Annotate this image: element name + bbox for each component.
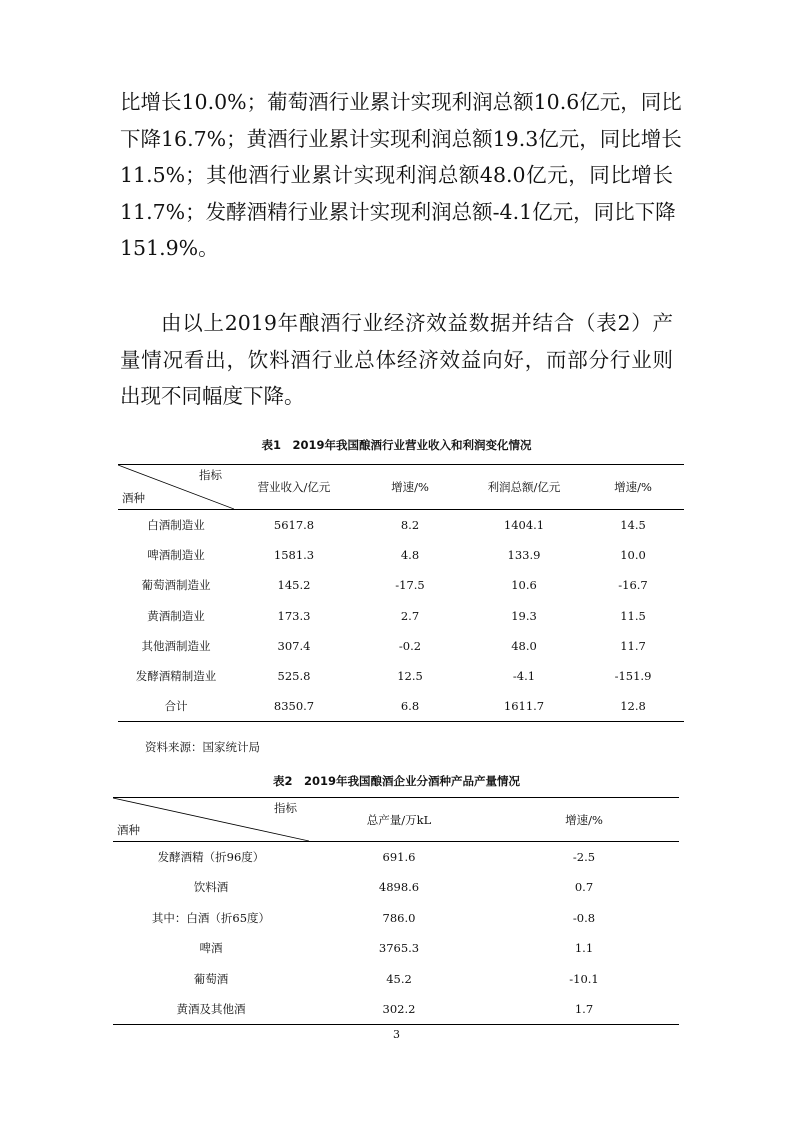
value-cell: 1404.1 <box>503 517 545 532</box>
column-header: 总产量/万kL <box>366 812 432 827</box>
table-row <box>113 994 679 1025</box>
value-cell: -10.1 <box>569 971 599 986</box>
text-line: 151.9%。 <box>120 236 219 260</box>
value-cell: 2.7 <box>400 608 420 623</box>
value-cell: 4898.6 <box>378 880 420 895</box>
row-label-cell: 发酵酒精（折96度） <box>157 850 265 864</box>
value-cell: -0.2 <box>398 638 422 653</box>
value-cell: 12.5 <box>397 669 423 684</box>
value-cell: 6.8 <box>400 699 420 714</box>
row-label-cell: 啤酒制造业 <box>147 547 205 562</box>
data-source-note: 资料来源：国家统计局 <box>145 740 260 754</box>
value-cell: 3765.3 <box>378 941 420 956</box>
paragraph-1 <box>120 84 682 267</box>
value-cell: 145.2 <box>277 578 311 593</box>
text-line: 比增长10.0%；葡萄酒行业累计实现利润总额10.6亿元，同比 <box>120 90 682 114</box>
table-row <box>113 872 679 903</box>
value-cell: 302.2 <box>382 1002 416 1016</box>
text-line: 由以上2019年酿酒行业经济效益数据并结合（表2）产 <box>161 311 673 335</box>
table-row <box>113 903 679 934</box>
row-label-cell: 合计 <box>164 699 188 714</box>
table-row <box>113 842 679 873</box>
value-cell: 1611.7 <box>503 699 545 714</box>
header-indicator-label: 指标 <box>274 801 297 815</box>
value-cell: 11.7 <box>620 638 646 653</box>
value-cell: 8.2 <box>400 517 420 532</box>
value-cell: 1.7 <box>574 1002 594 1016</box>
value-cell: 786.0 <box>382 910 416 925</box>
row-label-cell: 白酒制造业 <box>147 517 205 532</box>
table-row <box>118 631 684 661</box>
value-cell: 19.3 <box>511 608 537 623</box>
value-cell: 691.6 <box>382 850 416 864</box>
table1 <box>118 464 684 722</box>
paragraph-2 <box>120 305 673 415</box>
row-label-cell: 黄酒制造业 <box>147 608 205 623</box>
value-cell: 525.8 <box>277 669 311 684</box>
value-cell: -4.1 <box>512 669 536 684</box>
row-label-cell: 啤酒 <box>199 941 223 956</box>
row-label-cell: 葡萄酒制造业 <box>141 578 211 593</box>
row-label-cell: 发酵酒精制造业 <box>135 669 217 684</box>
value-cell: -16.7 <box>618 578 648 593</box>
value-cell: 48.0 <box>511 638 537 653</box>
value-cell: 45.2 <box>386 971 412 986</box>
header-type-label: 酒种 <box>122 491 145 505</box>
table-row <box>118 570 684 600</box>
value-cell: -17.5 <box>395 578 425 593</box>
row-label-cell: 其中：白酒（折65度） <box>151 910 271 925</box>
table-row <box>118 691 684 721</box>
value-cell: 10.0 <box>620 547 646 562</box>
value-cell: 133.9 <box>507 547 541 562</box>
header-type-label: 酒种 <box>117 823 140 837</box>
value-cell: 8350.7 <box>273 699 315 714</box>
text-line: 量情况看出，饮料酒行业总体经济效益向好，而部分行业则 <box>120 347 673 372</box>
page-number: 3 <box>393 1028 400 1041</box>
table2-corner-header <box>113 798 309 842</box>
table-row <box>118 510 684 540</box>
table-row <box>118 540 684 570</box>
value-cell: 1581.3 <box>273 547 315 562</box>
column-header: 增速/% <box>614 480 652 494</box>
value-cell: 4.8 <box>400 547 420 562</box>
row-label-cell: 葡萄酒 <box>193 971 229 986</box>
value-cell: 10.6 <box>511 578 537 593</box>
row-label-cell: 黄酒及其他酒 <box>176 1002 246 1016</box>
column-header: 营业收入/亿元 <box>257 480 331 494</box>
value-cell: 14.5 <box>620 517 646 532</box>
header-indicator-label: 指标 <box>199 468 222 482</box>
value-cell: 1.1 <box>574 941 594 956</box>
column-header: 利润总额/亿元 <box>487 480 561 494</box>
value-cell: 11.5 <box>620 608 646 623</box>
value-cell: 307.4 <box>277 638 311 653</box>
table2-caption: 表2 2019年我国酿酒企业分酒种产品产量情况 <box>272 774 520 788</box>
value-cell: -0.8 <box>572 910 596 925</box>
value-cell: 12.8 <box>620 699 646 714</box>
table1-caption: 表1 2019年我国酿酒行业营业收入和利润变化情况 <box>261 438 532 452</box>
column-header: 增速/% <box>565 812 603 827</box>
table-row <box>118 661 684 691</box>
table-row <box>118 600 684 630</box>
table1-corner-header <box>118 465 234 510</box>
row-label-cell: 其他酒制造业 <box>141 638 211 653</box>
value-cell: 5617.8 <box>273 517 315 532</box>
value-cell: -151.9 <box>614 669 652 684</box>
text-line: 11.5%；其他酒行业累计实现利润总额48.0亿元，同比增长 <box>120 163 673 187</box>
table-row <box>113 933 679 964</box>
value-cell: 0.7 <box>574 880 594 895</box>
text-line: 出现不同幅度下降。 <box>120 384 305 408</box>
table-row <box>113 964 679 995</box>
row-label-cell: 饮料酒 <box>193 880 229 895</box>
table2 <box>113 797 679 1025</box>
text-line: 下降16.7%；黄酒行业累计实现利润总额19.3亿元，同比增长 <box>120 126 682 151</box>
text-line: 11.7%；发酵酒精行业累计实现利润总额-4.1亿元，同比下降 <box>120 199 676 224</box>
value-cell: -2.5 <box>572 850 596 864</box>
column-header: 增速/% <box>391 480 429 494</box>
value-cell: 173.3 <box>277 608 311 623</box>
